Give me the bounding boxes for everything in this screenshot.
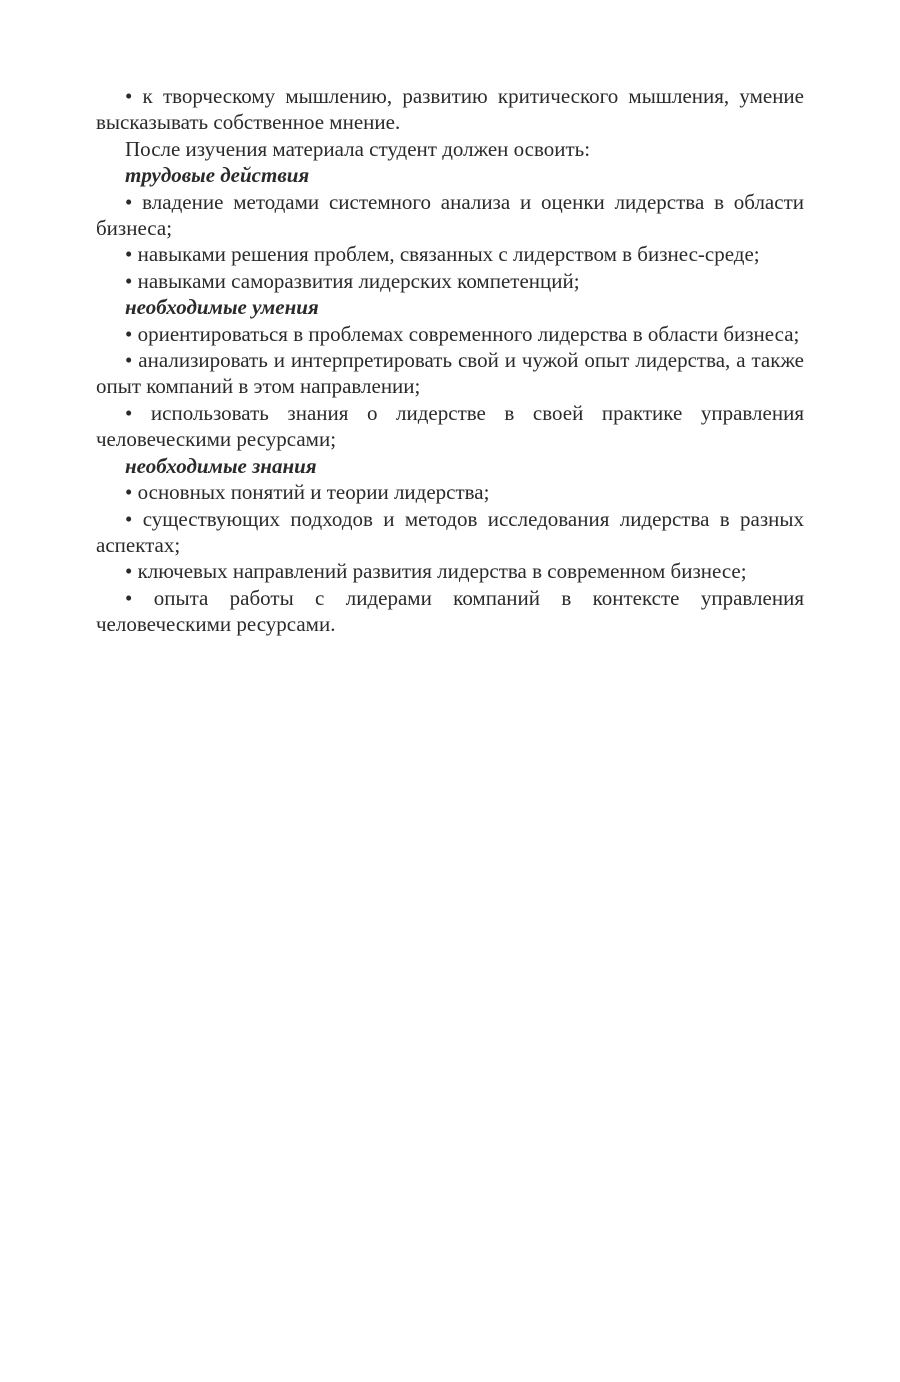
list-item: • навыками решения проблем, связанных с лидерством в бизнес-среде;: [125, 242, 760, 267]
lead-sentence: После изучения материала студент должен освоить:: [125, 136, 591, 161]
list-item: • ориентироваться в проблемах современного лидерства в области бизнеса;: [125, 321, 800, 346]
list-item: • владение методами системного анализа и оценки лидерства в области бизнеса;: [96, 189, 804, 241]
list-item: • опыта работы с лидерами компаний в контексте управления человеческими ресурсами.: [96, 585, 804, 637]
section-heading-knowledge: необходимые знания: [125, 453, 317, 478]
list-item: • навыками саморазвития лидерских компетенций;: [125, 268, 580, 293]
list-item: • ключевых направлений развития лидерства в современном бизнесе;: [125, 559, 747, 584]
list-item: • основных понятий и теории лидерства;: [125, 480, 490, 505]
list-item: • анализировать и интерпретировать свой и чужой опыт лидерства, а также опыт компаний в этом направлении;: [96, 348, 804, 399]
intro-bullet: • к творческому мышлению, развитию критического мышления, умение высказывать собственное мнение.: [96, 84, 804, 135]
section-heading-skills: необходимые умения: [125, 295, 319, 320]
document-page: [96, 83, 804, 638]
list-item: • использовать знания о лидерстве в своей практике управления человеческими ресурсами;: [96, 400, 804, 452]
section-heading-labor-actions: трудовые действия: [125, 163, 310, 188]
list-item: • существующих подходов и методов исследования лидерства в разных аспектах;: [96, 506, 804, 557]
